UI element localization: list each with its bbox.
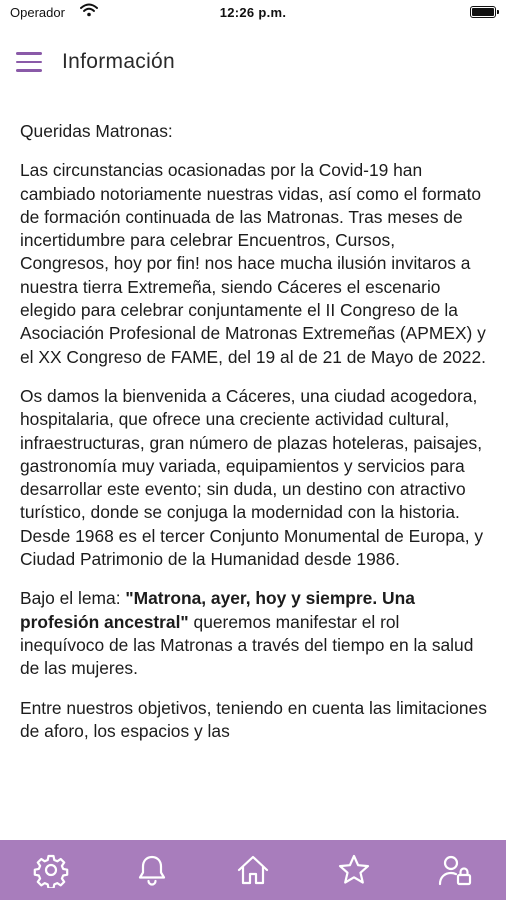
motto-prefix: Bajo el lema: — [20, 588, 126, 609]
paragraph-motto — [20, 587, 488, 680]
gear-icon — [33, 852, 69, 888]
status-bar — [0, 0, 506, 26]
status-time: 12:26 p.m. — [219, 5, 287, 20]
info-content[interactable] — [20, 120, 488, 840]
home-icon — [235, 852, 271, 888]
bell-icon — [134, 852, 170, 888]
battery-icon — [470, 6, 496, 18]
greeting-text: Queridas Matronas: — [20, 121, 173, 141]
tab-notifications[interactable] — [122, 840, 182, 900]
tab-account[interactable] — [425, 840, 485, 900]
carrier-label: Operador — [10, 5, 65, 20]
page-title: Información — [62, 50, 176, 73]
motto-text: "Matrona, ayer, hoy y siempre. Una profesión ancestral" — [20, 588, 415, 632]
tab-home[interactable] — [223, 840, 283, 900]
user-lock-icon — [437, 852, 473, 888]
tab-favorites[interactable] — [324, 840, 384, 900]
hamburger-icon[interactable] — [16, 52, 42, 74]
app-header — [0, 36, 506, 92]
paragraph-intro: Las circunstancias ocasionadas por la Covid-19 han cambiado notoriamente nuestras vidas, así como el formato de formación continuada de las Matronas. Tras meses de incertidumbre para celebrar Encuentros, Cursos, Congresos, hoy por fin! nos hace mucha ilusión invitaros a nuestra tierra Extremeña, siendo Cáceres el escenario elegido para celebrar conjuntamente el II Congreso de la Asociación Profesional de Matronas Extremeñas (APMEX) y el XX Congreso de FAME, del 19 al de 21 de Mayo de 2022. — [20, 160, 486, 367]
motto-suffix: queremos manifestar el rol inequívoco de las Matronas a través del tiempo en la salud de las mujeres. — [20, 611, 474, 679]
tab-settings[interactable] — [21, 840, 81, 900]
bottom-tab-bar — [0, 840, 506, 900]
paragraph-objectives: Entre nuestros objetivos, teniendo en cuenta las limitaciones de aforo, los espacios y las — [20, 697, 487, 741]
star-icon — [336, 852, 372, 888]
paragraph-welcome: Os damos la bienvenida a Cáceres, una ciudad acogedora, hospitalaria, que ofrece una creciente actividad cultural, infraestructuras, gran número de plazas hoteleras, paisajes, gastronomía muy variada, equipamientos y servicios para desarrollar este evento; sin duda, un destino con atractivo turístico, donde se conjuga la modernidad con la historia. Desde 1968 es el tercer Conjunto Monumental de Europa, y Ciudad Patrimonio de la Humanidad desde 1986. — [20, 385, 484, 570]
